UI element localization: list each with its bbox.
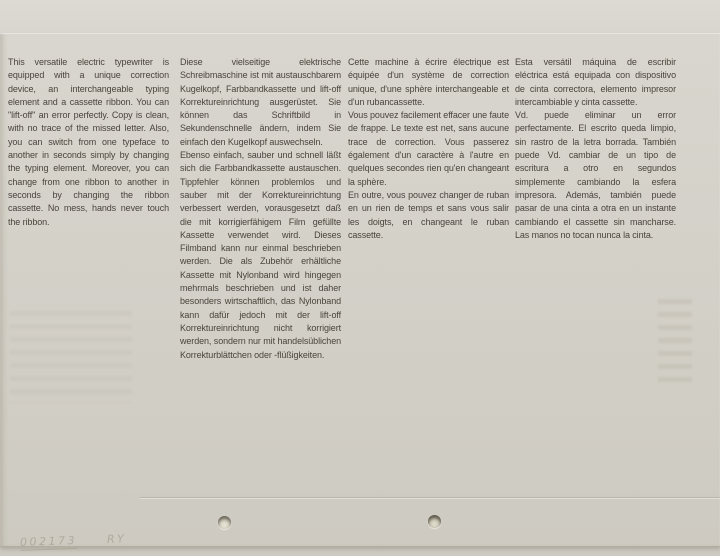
paragraph: Diese vielseitige elektrische Schreibmaschine ist mit austauschbarem Kugelkopf, Farbbandkassette und lift-off Korrektureinrichtung ausgerüstet. Sie können das Schriftbild in Sekundenschnelle ändern, indem Sie einfach den Kugelkopf auswechseln. bbox=[180, 57, 341, 147]
paragraph: Vd. puede eliminar un error perfectamente. El escrito queda limpio, sin rastro de la letra borrada. También puede Vd. cambiar de un tipo de escritura a otro en segundos simplemente cambiando la esfera impresora. Además, también puede pasar de una cinta a otra en un instante cambiando el cassette sin mancharse. Las manos no tocan nunca la cinta. bbox=[515, 110, 676, 240]
handwritten-code: 002173 bbox=[19, 533, 78, 549]
handwritten-annotation bbox=[20, 532, 127, 549]
text-column-spanish bbox=[515, 56, 676, 242]
paragraph: This versatile electric typewriter is equipped with a unique correction device, an interchangeable typing element and a cassette ribbon. You can "lift-off" an error perfectly. Copy is clean, with no trace of the missed letter. Also, you can switch from one typeface to another in seconds simply by changing the typing element. Moreover, you can change from one ribbon to another in seconds by changing the ribbon cassette. No mess, hands never touch the ribbon. bbox=[8, 57, 169, 227]
ink-bleedthrough bbox=[10, 311, 132, 403]
ink-bleedthrough bbox=[658, 299, 692, 383]
punch-hole-left bbox=[218, 516, 231, 529]
paragraph: Ebenso einfach, sauber und schnell läßt sich die Farbbandkassette austauschen. Tippfehler können problemlos und sauber mit der Korrektureinrichtung verbessert werden, vorausgesetzt daß die mit korrigierfähigem Film gefüllte Kassette verwendet wird. Dieses Filmband kann nur einmal beschrieben werden. Die als Zubehör erhältliche Kassette mit Nylonband wird hingegen mehrmals beschrieben und ist daher besonders wirtschaftlich, das Nylonband kann dafür jedoch mit der lift-off Korrektureinrichtung nicht korrigiert werden, sondern nur mit handelsüblichen Korrekturblättchen oder -flüßigkeiten. bbox=[180, 150, 341, 360]
text-column-german bbox=[180, 56, 341, 362]
brochure-page bbox=[0, 33, 720, 549]
text-column-french bbox=[348, 56, 509, 242]
inner-page-edge-line bbox=[140, 497, 720, 498]
punch-hole-right bbox=[428, 515, 441, 528]
paragraph: Cette machine à écrire électrique est équipée d'un système de correction unique, d'une sphère interchangeable et d'un rubancassette. bbox=[348, 57, 509, 107]
paragraph: Esta versátil máquina de escribir eléctrica está equipada con dispositivo de cinta correctora, elemento impresor intercambiable y cinta cassette. bbox=[515, 57, 676, 107]
text-column-english bbox=[8, 56, 169, 229]
paragraph: En outre, vous pouvez changer de ruban en un rien de temps et sans vous salir les doigts, en changeant le ruban cassette. bbox=[348, 189, 509, 240]
paragraph: Vous pouvez facilement effacer une faute de frappe. Le texte est net, sans aucune trace de correction. Vous passerez également d'un caractère à l'autre en quelques secondes rien qu'en changeant la sphère. bbox=[348, 110, 509, 187]
handwritten-initials: RY bbox=[106, 532, 127, 546]
